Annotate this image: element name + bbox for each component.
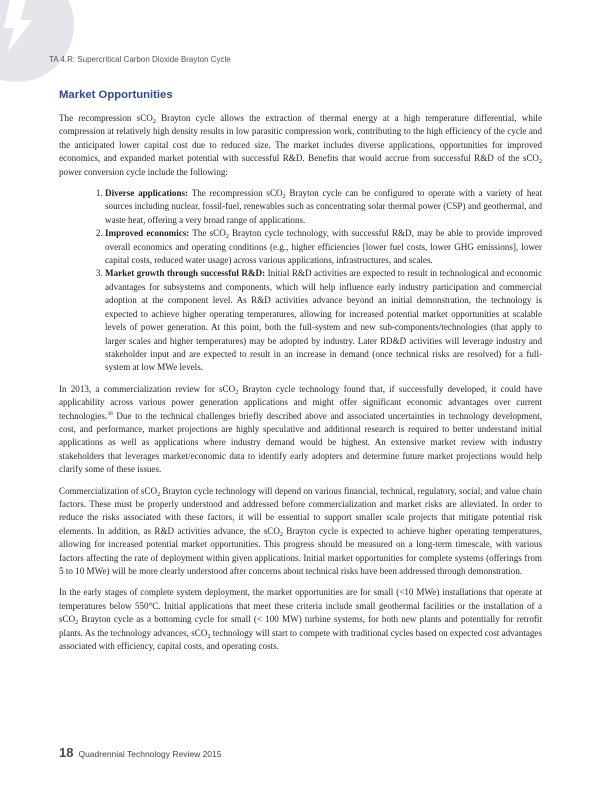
early-deployment-paragraph: In the early stages of complete system deployment, the market opportunities are for small (<10 MWe) installations that operate at temperatures below 550°C. Initial applications that meet these criteria include small geothermal facilities or the installation of a sCO$_2$ Brayton cycle as a bottoming cycle for small (< 100 MW) turbine systems, for both new plants and potentially for retrofit plants. As the technology advances, sCO$_2$ technology will start to compete with traditional cycles based on expected cost advantages associated with efficiency, capital costs, and operating costs.: [59, 587, 542, 652]
report-logo: [0, 0, 74, 82]
benefits-list: [59, 187, 542, 375]
page-number: 18: [59, 745, 74, 760]
list-item: 2. Improved economics: The sCO$_2$ Brayton cycle technology, with successful R&D, may be able to provide improved overall economics and operating conditions (e.g., higher efficiencies [lower fuel costs, lower GHG emissions], lower capital costs, reduced water usage) across various applications, infrastructures, and scales.: [105, 227, 542, 267]
running-header: TA 4.R: Supercritical Carbon Dioxide Brayton Cycle: [49, 55, 231, 64]
page-footer: [59, 744, 222, 762]
commercialization-factors-paragraph: Commercialization of sCO$_2$ Brayton cycle technology will depend on various financial, technical, regulatory, social, and value chain factors. These must be properly understood and addressed before commercialization and market risks are alleviated. In order to reduce the risks associated with these factors, it will be essential to support smaller scale projects that mitigate potential risk elements. In addition, as R&D activities advance, the sCO$_2$ Brayton cycle is expected to achieve higher operating temperatures, allowing for increased potential market opportunities. This progress should be measured on a long-term timescale, with various factors affecting the rate of deployment within given applications. Initial market opportunities for complete systems (offerings from 5 to 10 MWe) will be more clearly understood after concerns about technical risks have been addressed through demonstration.: [59, 485, 542, 576]
footer-report-title: Quadrennial Technology Review 2015: [78, 749, 222, 759]
commercialization-review-paragraph: In 2013, a commercialization review for sCO$_2$ Brayton cycle technology found that, if successfully developed, it could have applicability across various power generation applications and might offer significant economic advantages over current technologies.$^{38}$ Due to the technical challenges briefly described above and associated uncertainties in technology development, cost, and performance, market projections are highly speculative and additional research is required to better understand initial applications as well as applications where industry demand would be highest. An extensive market review with industry stakeholders that leverages market/economic data to identify early adopters and determine future market projections would help clarify some of these issues.: [59, 383, 542, 475]
footnote-ref[interactable]: 38: [107, 410, 113, 417]
list-item: 1. Diverse applications: The recompression sCO$_2$ Brayton cycle can be configured to operate with a variety of heat sources including nuclear, fossil-fuel, renewables such as concentrating solar thermal power (CSP) and geothermal, and waste heat, offering a very broad range of applications.: [105, 187, 542, 227]
intro-paragraph: The recompression sCO$_2$ Brayton cycle allows the extraction of thermal energy at a high temperature differential, while compression at relatively high density results in low parasitic compression work, contributing to the high efficiency of the cycle and the anticipated lower capital cost due to reduced size. The market includes diverse applications, opportunities for improved economics, and expanded market potential with successful R&D. Benefits that would accrue from successful R&D of the sCO$_2$ power conversion cycle include the following:: [59, 113, 542, 177]
list-item: 3. Market growth through successful R&D: Initial R&D activities are expected to result in technological and economic advantages for subsystems and components, which will help influence early industry participation and commercial adoption at the component level. As R&D activities advance beyond an initial demonstration, the technology is expected to achieve higher operating temperatures, allowing for increased potential market opportunities at scalable levels of power generation. At this point, both the full-system and new sub-components/technologies (that apply to larger scales and higher temperatures) may be adopted by industry. Later RD&D activities will leverage industry and stakeholder input and are expected to result in an increase in demand (once technical risks are resolved) for a full-system at low MWe levels.: [105, 267, 542, 374]
lightning-bolt-icon: [0, 0, 38, 52]
section-heading: Market Opportunities: [59, 89, 173, 101]
page-content: [59, 88, 542, 661]
